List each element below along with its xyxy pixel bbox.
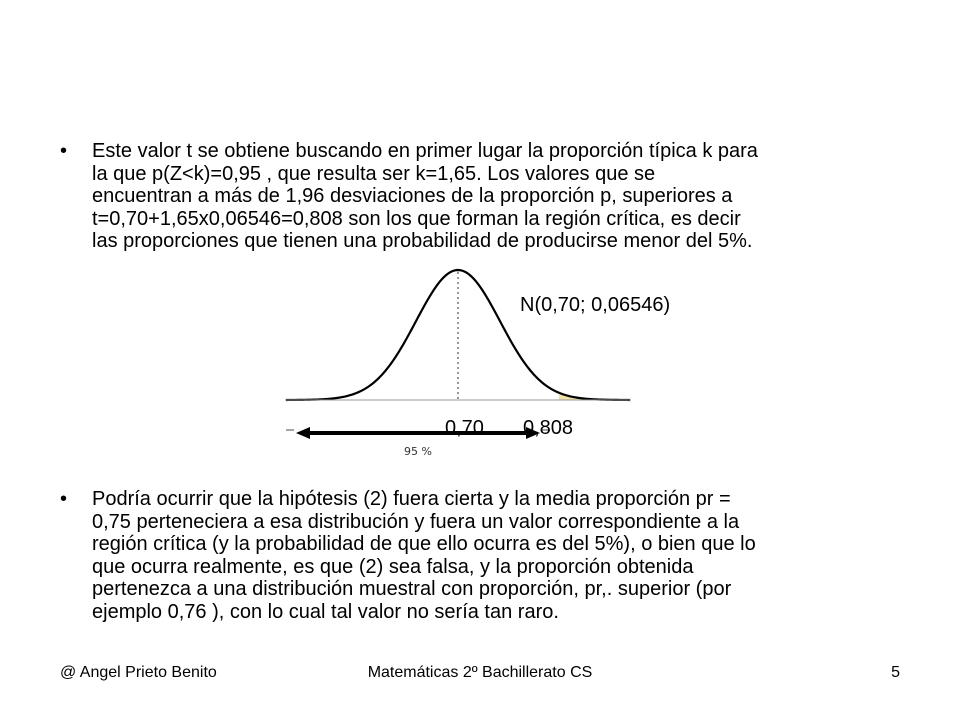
footer-course: Matemáticas 2º Bachillerato CS	[367, 664, 593, 681]
paragraph-interpretation	[60, 488, 920, 623]
bell-curve	[286, 270, 630, 400]
page-number: 5	[891, 664, 900, 681]
bullet: •	[60, 488, 68, 510]
mean-value-label: 0,70	[445, 417, 484, 439]
interval-percent-label: 95 %	[404, 445, 432, 458]
paragraph-critical-region	[60, 140, 920, 253]
critical-value-label: 0,808	[523, 417, 574, 439]
paragraph-text: Este valor t se obtiene buscando en primer lugar la proporción típica k para la que p(Z<k)=0,95 , que resulta ser k=1,65. Los valores que se encuentran a más de 1,96 desviaciones de la proporción p, superiores a t=0,70+1,65x0,06546=0,808 son los que forman la región crítica, es decir las proporciones que tienen una probabilidad de producirse menor del 5%.	[92, 140, 758, 252]
distribution-label: N(0,70; 0,06546)	[520, 294, 671, 316]
footer-author: @ Angel Prieto Benito	[60, 664, 217, 681]
slide-footer	[0, 660, 960, 690]
arrow-head-left	[296, 427, 310, 439]
bullet: •	[60, 140, 68, 162]
paragraph-text: Podría ocurrir que la hipótesis (2) fuera cierta y la media proporción pr = 0,75 perteneciera a esa distribución y fuera un valor correspondiente a la región crítica (y la probabilidad de que ello ocurra es del 5%), o bien que lo que ocurra realmente, es que (2) sea falsa, y la proporción obtenida pertenezca a una distribución muestral con proporción, pr,. superior (por ejemplo 0,76 ), con lo cual tal valor no sería tan raro.	[92, 488, 756, 623]
